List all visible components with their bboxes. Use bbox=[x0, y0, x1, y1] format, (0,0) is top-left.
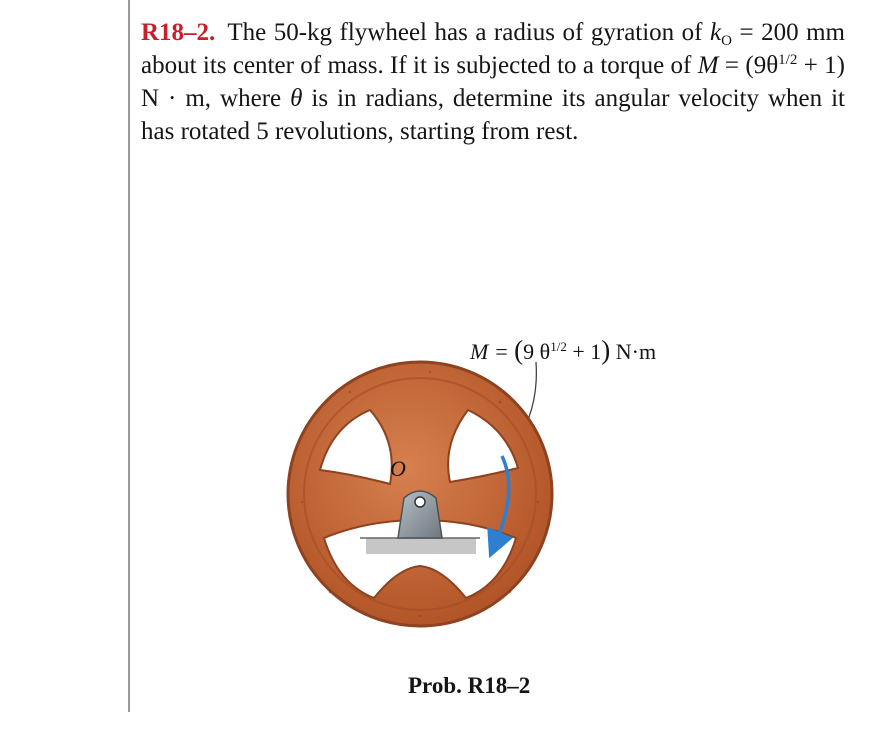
problem-text-4: + 1) N · m, where bbox=[141, 52, 845, 112]
center-O-label: O bbox=[390, 456, 406, 481]
pin-center-O bbox=[415, 497, 425, 507]
moment-lhs: M = bbox=[470, 339, 515, 364]
theta-symbol: θ bbox=[290, 85, 303, 112]
moment-open-paren: ( bbox=[514, 335, 524, 365]
problem-text-3: = (9θ bbox=[718, 52, 779, 79]
figure-caption: Prob. R18–2 bbox=[408, 673, 531, 698]
moment-rest: + 1 bbox=[566, 339, 602, 364]
ground-support bbox=[366, 538, 476, 554]
moment-exponent: 1/2 bbox=[550, 339, 567, 354]
problem-text-5: is in radians, determine its angular velocity when it has rotated 5 revolutions, starting from rest. bbox=[141, 85, 846, 145]
moment-units: N·m bbox=[610, 339, 657, 364]
flywheel-figure bbox=[280, 352, 580, 652]
theta-exponent: 1/2 bbox=[778, 52, 798, 68]
problem-number: R18–2. bbox=[141, 19, 216, 46]
problem-statement bbox=[141, 16, 845, 148]
moment-symbol: M bbox=[697, 52, 719, 79]
radius-of-gyration-subscript: O bbox=[721, 33, 732, 49]
radius-of-gyration-symbol: k bbox=[710, 19, 722, 46]
page-margin-rule bbox=[128, 0, 130, 712]
moment-close-paren: ) bbox=[601, 335, 611, 365]
problem-text-2: = 200 mm about its center of mass. If it is subjected to a torque of bbox=[141, 19, 845, 79]
moment-body: 9 θ bbox=[523, 339, 551, 364]
problem-text-1: The 50-kg flywheel has a radius of gyration of bbox=[227, 19, 703, 46]
